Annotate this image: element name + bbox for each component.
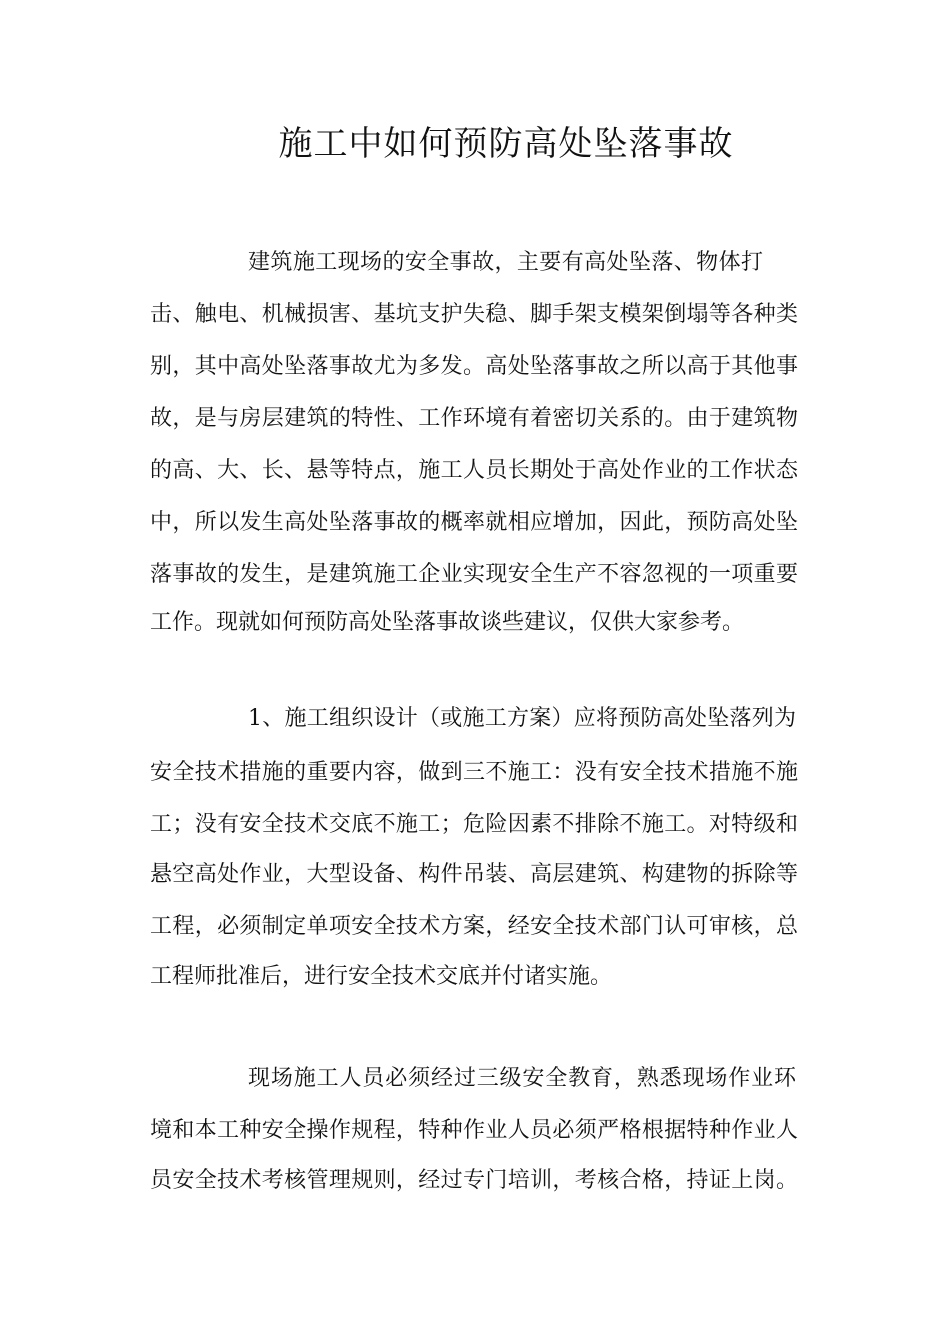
paragraph-2-line-4: 悬空高处作业，大型设备、构件吊装、高层建筑、构建物的拆除等 xyxy=(150,862,798,887)
paragraph-2-line-3: 工；没有安全技术交底不施工；危险因素不排除不施工。对特级和 xyxy=(150,812,798,837)
document-title: 施工中如何预防高处坠落事故 xyxy=(278,124,734,164)
paragraph-3-line-3: 员安全技术考核管理规则，经过专门培训，考核合格，持证上岗。 xyxy=(150,1168,798,1193)
paragraph-2-line-1: 1、施工组织设计（或施工方案）应将预防高处坠落列为 xyxy=(248,706,796,731)
paragraph-1-line-5: 的高、大、长、悬等特点，施工人员长期处于高处作业的工作状态 xyxy=(150,458,798,483)
paragraph-2-line-6: 工程师批准后，进行安全技术交底并付诸实施。 xyxy=(150,964,613,989)
paragraph-2-line-5: 工程，必须制定单项安全技术方案，经安全技术部门认可审核，总 xyxy=(150,914,798,939)
paragraph-1-line-3: 别，其中高处坠落事故尤为多发。高处坠落事故之所以高于其他事 xyxy=(150,354,798,379)
paragraph-1-line-7: 落事故的发生，是建筑施工企业实现安全生产不容忽视的一项重要 xyxy=(150,562,798,587)
paragraph-1-line-1: 建筑施工现场的安全事故，主要有高处坠落、物体打 xyxy=(248,250,763,275)
paragraph-1-line-6: 中，所以发生高处坠落事故的概率就相应增加，因此，预防高处坠 xyxy=(150,510,798,535)
paragraph-1-line-2: 击、触电、机械损害、基坑支护失稳、脚手架支模架倒塌等各种类 xyxy=(150,302,798,327)
paragraph-2-line-2: 安全技术措施的重要内容，做到三不施工：没有安全技术措施不施 xyxy=(150,760,798,785)
paragraph-1-line-4: 故，是与房层建筑的特性、工作环境有着密切关系的。由于建筑物 xyxy=(150,406,798,431)
paragraph-1-line-8: 工作。现就如何预防高处坠落事故谈些建议，仅供大家参考。 xyxy=(150,610,745,635)
paragraph-3-line-1: 现场施工人员必须经过三级安全教育，熟悉现场作业环 xyxy=(248,1066,796,1091)
paragraph-3-line-2: 境和本工种安全操作规程，特种作业人员必须严格根据特种作业人 xyxy=(150,1118,798,1143)
